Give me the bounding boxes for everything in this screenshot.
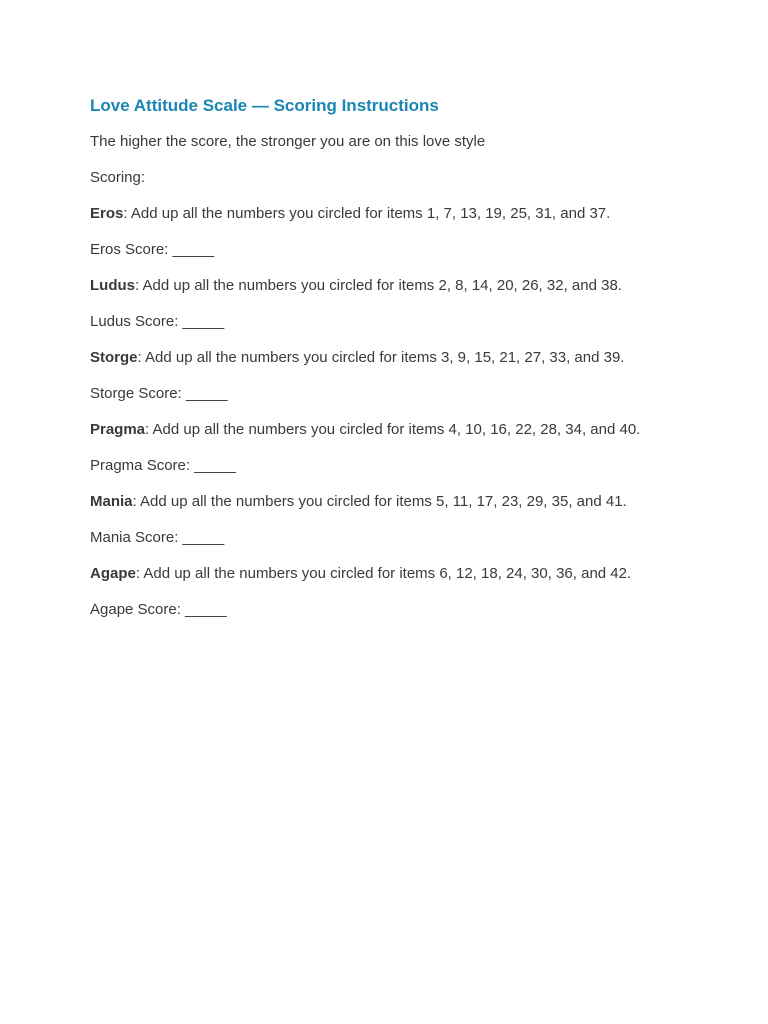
mania-name: Mania: [90, 493, 133, 510]
storge-instruction: [90, 348, 730, 368]
ludus-instruction-text: : Add up all the numbers you circled for items 2, 8, 14, 20, 26, 32, and 38.: [135, 277, 622, 294]
mania-instruction-text: : Add up all the numbers you circled for items 5, 11, 17, 23, 29, 35, and 41.: [132, 493, 627, 510]
eros-instruction-text: : Add up all the numbers you circled for items 1, 7, 13, 19, 25, 31, and 37.: [123, 205, 611, 222]
mania-score: Mania Score: _____: [90, 529, 225, 546]
storge-instruction-text: : Add up all the numbers you circled for items 3, 9, 15, 21, 27, 33, and 39.: [137, 349, 625, 366]
mania-instruction: [90, 492, 730, 512]
intro-text: The higher the score, the stronger you are on this love style: [90, 133, 486, 150]
storge-score: Storge Score: _____: [90, 385, 228, 402]
ludus-instruction: [90, 276, 730, 296]
agape-name: Agape: [90, 565, 136, 582]
agape-instruction-text: : Add up all the numbers you circled for items 6, 12, 18, 24, 30, 36, and 42.: [135, 565, 632, 582]
agape-score: Agape Score: _____: [90, 601, 227, 618]
ludus-score: Ludus Score: _____: [90, 313, 225, 330]
eros-score: Eros Score: _____: [90, 241, 215, 258]
document-page: [90, 94, 730, 620]
pragma-instruction-text: : Add up all the numbers you circled for items 4, 10, 16, 22, 28, 34, and 40.: [145, 421, 641, 438]
pragma-score: Pragma Score: _____: [90, 457, 236, 474]
pragma-name: Pragma: [90, 421, 146, 438]
scoring-label: Scoring:: [90, 169, 146, 186]
pragma-instruction: [90, 420, 730, 440]
eros-name: Eros: [90, 205, 124, 222]
eros-instruction: [90, 204, 730, 224]
ludus-name: Ludus: [90, 277, 135, 294]
storge-name: Storge: [90, 349, 138, 366]
agape-instruction: [90, 564, 730, 584]
page-title: Love Attitude Scale — Scoring Instructions: [90, 96, 439, 115]
